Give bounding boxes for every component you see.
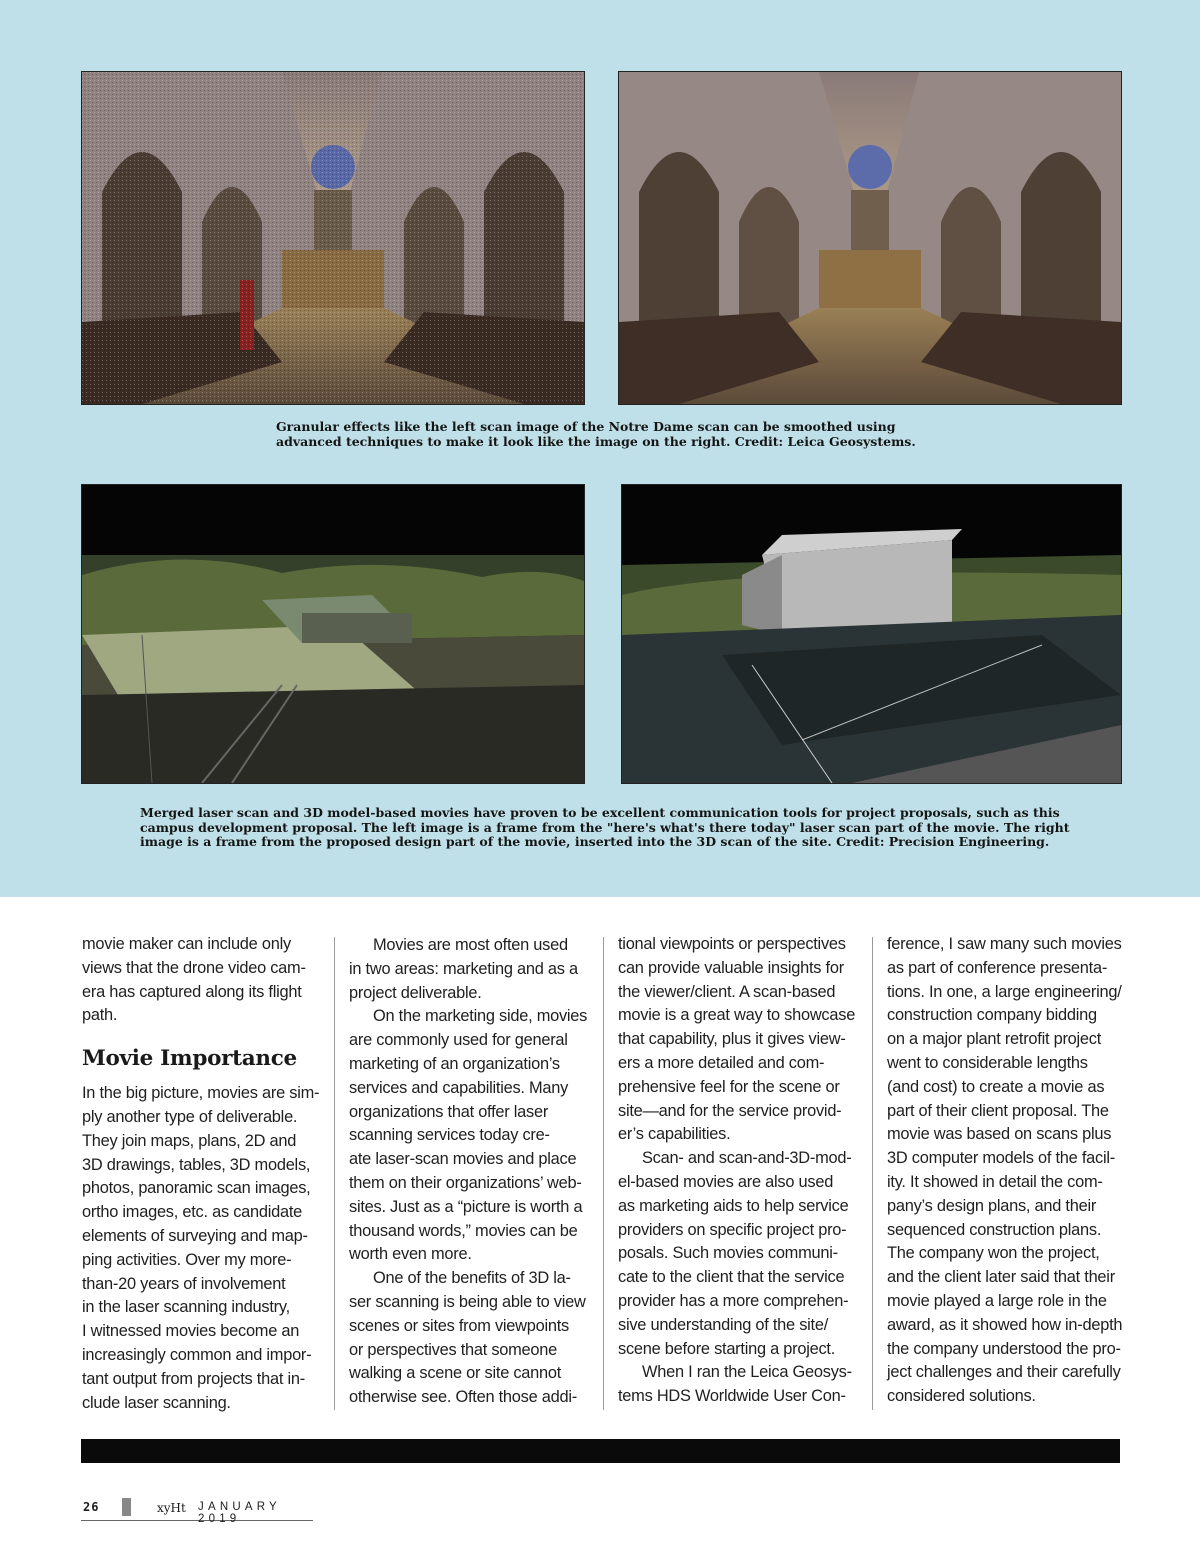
text-line: walking a scene or site cannot [349,1364,562,1383]
text-line: services and capabilities. Many [349,1078,569,1097]
text-line: elements of surveying and map- [82,1226,308,1245]
caption-line: Merged laser scan and 3D model-based movies have proven to be excellent communication tools for project proposals, such as this [140,805,1060,820]
page-footer [81,1500,313,1525]
text-line: pany’s design plans, and their [887,1196,1097,1215]
campus-proposed-design-photo [621,484,1122,784]
text-line: in two areas: marketing and as a [349,959,578,978]
section-heading: Movie Importance [82,1046,297,1072]
text-line: scene before starting a project. [618,1339,836,1358]
figure-1-caption [276,420,926,449]
text-line: ject challenges and their carefully [887,1363,1121,1382]
text-line: providers on specific project pro- [618,1220,847,1239]
text-line: as marketing aids to help service [618,1196,849,1215]
text-line: in the laser scanning industry, [82,1298,290,1317]
text-line: path. [82,1006,118,1025]
article-column-4 [887,933,1127,1409]
caption-line: image is a frame from the proposed design part of the movie, inserted into the 3D scan of the site. Credit: Precision Engineering. [140,834,1050,849]
text-line: increasingly common and impor- [82,1345,312,1364]
paragraph [349,1005,589,1267]
text-line: movie is a great way to showcase [618,1006,856,1025]
text-line: than-20 years of involvement [82,1274,286,1293]
article-column-2 [349,934,589,1410]
magazine-brand: xyHt [157,1501,186,1515]
paragraph [618,1361,858,1409]
text-line: posals. Such movies communi- [618,1244,838,1263]
text-line: (and cost) to create a movie as [887,1077,1105,1096]
column-divider [872,937,873,1410]
text-line: ference, I saw many such movies [887,935,1122,953]
text-line: thousand words,” movies can be [349,1221,578,1240]
text-line: can provide valuable insights for [618,958,844,977]
caption-line: advanced techniques to make it look like the image on the right. Credit: Leica Geosystems. [276,433,916,449]
paragraph [349,934,589,1005]
notre-dame-smoothed-scan-photo [618,71,1122,405]
paragraph [82,1082,320,1415]
text-line: er’s capabilities. [618,1125,731,1144]
text-line: Scan- and scan-and-3D-mod- [642,1149,852,1168]
text-line: marketing of an organization’s [349,1054,560,1073]
text-line: went to considerable lengths [887,1053,1088,1072]
text-line: project deliverable. [349,983,482,1002]
text-line: tional viewpoints or perspectives [618,935,846,953]
text-line: ers a more detailed and com- [618,1053,825,1072]
text-line: prehensive feel for the scene or [618,1077,840,1096]
text-line: and the client later said that their [887,1268,1115,1287]
paragraph [349,1267,589,1410]
text-line: 3D computer models of the facil- [887,1149,1115,1168]
text-line: the viewer/client. A scan-based [618,982,836,1001]
article-column-1 [82,933,320,1415]
text-line: movie maker can include only [82,935,291,953]
text-line: scanning services today cre- [349,1126,550,1145]
text-line: ply another type of deliverable. [82,1107,298,1126]
text-line: In the big picture, movies are sim- [82,1084,320,1103]
text-line: tems HDS Worldwide User Con- [618,1387,846,1406]
column-divider [603,937,604,1410]
article-column-3 [618,933,858,1409]
text-line: el-based movies are also used [618,1172,834,1191]
text-line: on a major plant retrofit project [887,1030,1102,1049]
text-line: ity. It showed in detail the com- [887,1172,1103,1191]
text-line: part of their client proposal. The [887,1101,1109,1120]
text-line: considered solutions. [887,1387,1036,1406]
text-line: photos, panoramic scan images, [82,1179,311,1198]
notre-dame-granular-scan-photo [81,71,585,405]
paragraph [618,933,858,1147]
text-line: otherwise see. Often those addi- [349,1388,577,1407]
text-line: The company won the project, [887,1244,1100,1263]
paragraph [618,1147,858,1361]
text-line: site—and for the service provid- [618,1101,842,1120]
text-line: as part of conference presenta- [887,958,1108,977]
text-line: are commonly used for general [349,1031,568,1050]
campus-laser-scan-photo [81,484,585,784]
text-line: movie played a large role in the [887,1291,1107,1310]
issue-date: JANUARY 2019 [198,1501,281,1525]
text-line: tant output from projects that in- [82,1369,305,1388]
figure-2-caption [140,806,1080,850]
paragraph [887,933,1127,1409]
text-line: sequenced construction plans. [887,1220,1102,1239]
footer-marker [122,1498,131,1516]
text-line: They join maps, plans, 2D and [82,1131,297,1150]
text-line: the company understood the pro- [887,1339,1121,1358]
text-line: scenes or sites from viewpoints [349,1316,569,1335]
text-line: organizations that offer laser [349,1102,549,1121]
text-line: ate laser-scan movies and place [349,1150,577,1169]
text-line: ser scanning is being able to view [349,1292,586,1311]
text-line: I witnessed movies become an [82,1322,300,1341]
text-line: When I ran the Leica Geosys- [642,1363,852,1382]
text-line: tions. In one, a large engineering/ [887,982,1122,1001]
text-line: On the marketing side, movies [373,1007,588,1026]
text-line: ping activities. Over my more- [82,1250,292,1269]
text-line: views that the drone video cam- [82,958,306,977]
footer-bar [81,1439,1120,1463]
text-line: cate to the client that the service [618,1268,845,1287]
text-line: that capability, plus it gives view- [618,1030,846,1049]
text-line: One of the benefits of 3D la- [373,1269,571,1288]
column-divider [334,937,335,1410]
text-line: Movies are most often used [373,936,568,954]
text-line: them on their organizations’ web- [349,1173,582,1192]
caption-line: Granular effects like the left scan image of the Notre Dame scan can be smoothed using [276,419,896,434]
text-line: movie was based on scans plus [887,1125,1112,1144]
caption-line: campus development proposal. The left image is a frame from the "here's what's there today" laser scan part of the movie. The right [140,819,1070,835]
text-line: construction company bidding [887,1006,1097,1025]
text-line: sive understanding of the site/ [618,1315,829,1334]
text-line: provider has a more comprehen- [618,1291,849,1310]
text-line: clude laser scanning. [82,1393,231,1412]
text-line: ortho images, etc. as candidate [82,1203,303,1222]
text-line: worth even more. [349,1245,472,1264]
text-line: award, as it showed how in-depth [887,1315,1123,1334]
text-line: 3D drawings, tables, 3D models, [82,1155,311,1174]
page-number: 26 [83,1500,100,1514]
text-line: sites. Just as a “picture is worth a [349,1197,583,1216]
paragraph [82,933,320,1028]
text-line: or perspectives that someone [349,1340,558,1359]
text-line: era has captured along its flight [82,982,302,1001]
